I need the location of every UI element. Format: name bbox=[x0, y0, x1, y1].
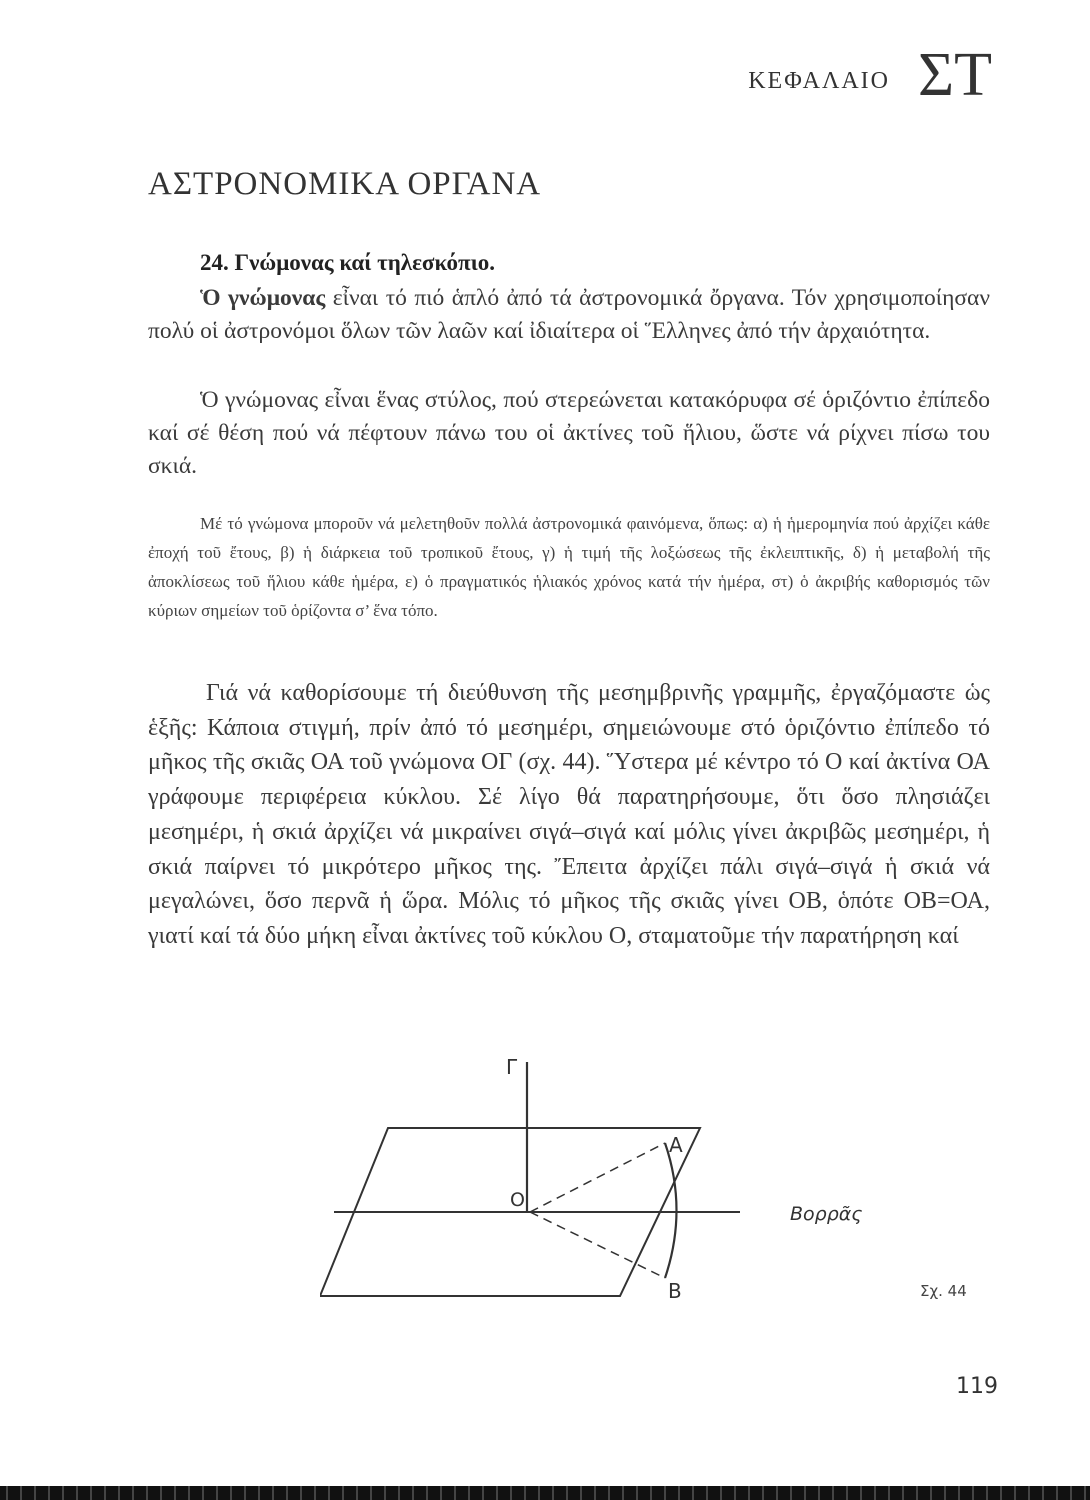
chapter-title: ΑΣΤΡΟΝΟΜΙΚΑ ΟΡΓΑΝΑ bbox=[148, 166, 542, 202]
paragraph-gnomon-intro-text: εἶναι τό πιό ἁπλό ἀπό τά ἀστρονομικά ὄργανα. Τόν χρησιμοποίησαν πολύ οἱ ἀστρονόμοι ὅλων τῶν λαῶν καί ἰδιαίτερα οἱ Ἕλληνες ἀπό τήν ἀρχαιότητα. bbox=[148, 285, 990, 344]
section-heading: 24. Γνώμονας καί τηλεσκόπιο. bbox=[200, 250, 496, 275]
shadow-oa bbox=[530, 1143, 665, 1212]
circle-arc bbox=[665, 1143, 677, 1278]
paragraph-meridian-method: Γιά νά καθορίσουμε τή διεύθυνση τῆς μεσημβρινῆς γραμμῆς, ἐργαζόμαστε ὡς ἑξῆς: Κάποια στιγμή, πρίν ἀπό τό μεσημέρι, σημειώνουμε στό ὁριζόντιο ἐπίπεδο τό μῆκος τῆς σκιᾶς ΟΑ τοῦ γνώμονα ΟΓ (σχ. 44). Ὕστερα μέ κέντρο τό Ο καί ἀκτίνα ΟΑ γράφουμε περιφέρεια κύκλου. Σέ λίγο θά παρατηρήσουμε, ὅτι ὅσο πλησιάζει μεσημέρι, ἡ σκιά ἀρχίζει νά μικραίνει σιγά–σιγά καί μόλις γίνει ἀκριβῶς μεσημέρι, ἡ σκιά παίρνει τό μικρότερο μῆκος της. Ἔπειτα ἀρχίζει πάλι σιγά–σιγά ἡ σκιά νά μεγαλώνει, ὅσο περνᾶ ἡ ὥρα. Μόλις τό μῆκος τῆς σκιᾶς γίνει ΟΒ, ὁπότε ΟΒ=ΟΑ, γιατί καί τά δύο μήκη εἶναι ἀκτίνες τοῦ κύκλου Ο, σταματοῦμε τήν παρατήρηση καί bbox=[148, 680, 990, 949]
label-o: O bbox=[510, 1189, 525, 1211]
label-north-text: Βορρᾶς bbox=[790, 1203, 863, 1225]
label-gamma: Γ bbox=[506, 1055, 518, 1079]
chapter-number: ΣΤ bbox=[918, 41, 992, 109]
gnomon-diagram bbox=[320, 1040, 740, 1310]
paragraph-gnomon-intro bbox=[148, 282, 990, 348]
scan-edge bbox=[0, 1486, 1090, 1500]
paragraph-gnomon-definition: Ὁ γνώμονας εἶναι ἕνας στύλος, πού στερεώνεται κατακόρυφα σέ ὁριζόντιο ἐπίπεδο καί σέ θέση πού νά πέφτουν πάνω του οἱ ἀκτίνες τοῦ ἥλιου, ὥστε νά ρίχνει πίσω του σκιά. bbox=[148, 387, 990, 479]
figure-caption: Σχ. 44 bbox=[920, 1282, 967, 1300]
chapter-label: ΚΕΦΑΛΑΙΟ bbox=[748, 68, 890, 94]
label-a: A bbox=[669, 1133, 683, 1157]
paragraph-gnomon-uses: Μέ τό γνώμονα μποροῦν νά μελετηθοῦν πολλά ἀστρονομικά φαινόμενα, ὅπως: α) ἡ ἡμερομηνία πού ἀρχίζει κάθε ἐποχή τοῦ ἔτους, β) ἡ διάρκεια τοῦ τροπικοῦ ἔτους, γ) ἡ τιμή τῆς λοξώσεως τῆς ἐκλειπτικῆς, δ) ἡ μεταβολή τῆς ἀποκλίσεως τοῦ ἥλιου κάθε ἡμέρα, ε) ὁ πραγματικός ἡλιακός χρόνος κατά τήν ἡμέρα, στ) ὁ ἀκριβής καθορισμός τῶν κύριων σημείων τοῦ ὁρίζοντα σ’ ἕνα τόπο. bbox=[148, 514, 990, 620]
page-number: 119 bbox=[956, 1374, 998, 1399]
label-b: B bbox=[668, 1279, 682, 1303]
term-gnomon: Ὁ γνώμονας bbox=[200, 285, 326, 311]
